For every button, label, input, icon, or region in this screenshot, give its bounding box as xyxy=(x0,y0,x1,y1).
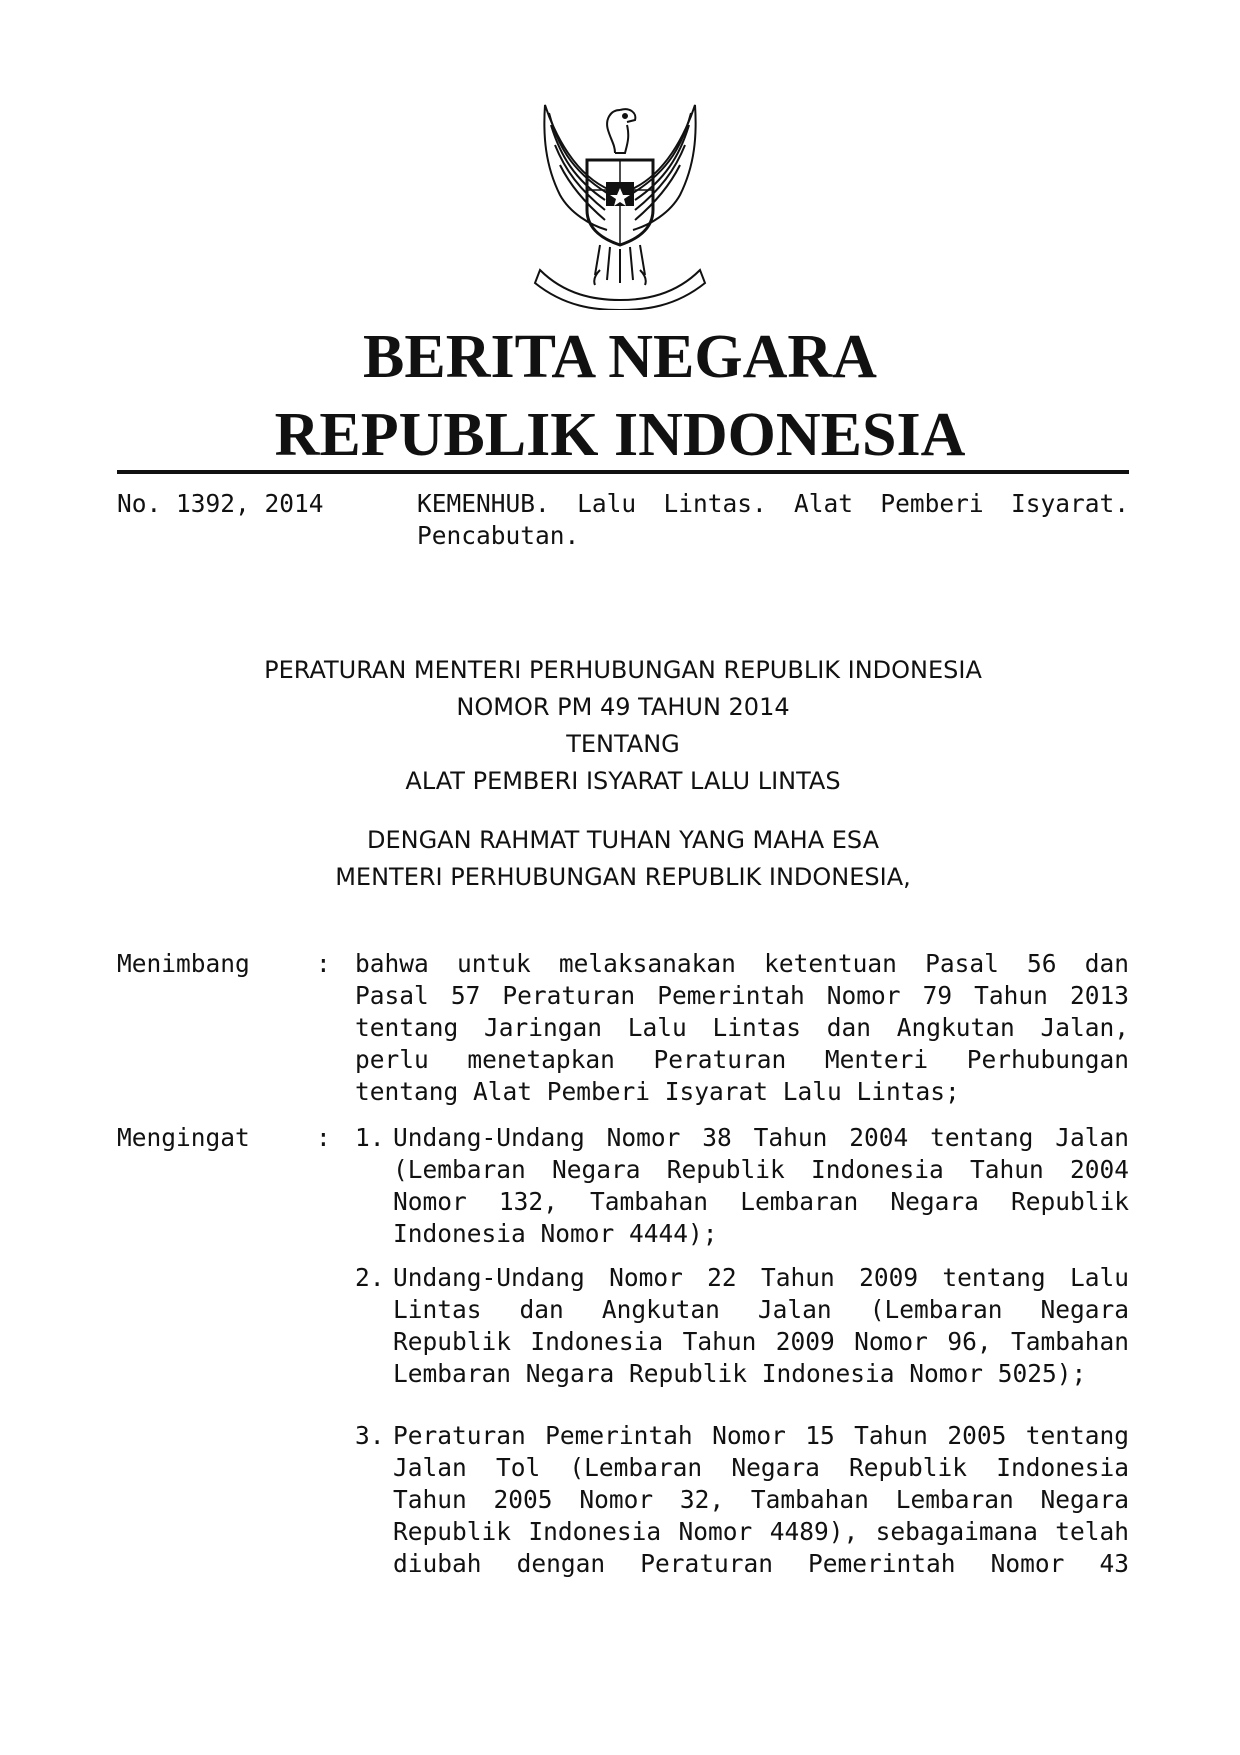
garuda-pancasila-emblem-icon xyxy=(515,95,725,310)
menimbang-paragraph: bahwa untuk melaksanakan ketentuan Pasal 56 dan Pasal 57 Peraturan Pemerintah Nomor 79 Tahun 2013 tentang Jaringan Lalu Lintas dan Angkutan Jalan, perlu menetapkan Peraturan Menteri Perhubungan tentang Alat Pemberi Isyarat Lalu Lintas; xyxy=(355,949,1129,1106)
regulation-title xyxy=(117,652,1129,800)
list-item-number: 2. xyxy=(355,1263,385,1292)
mengingat-label: Mengingat xyxy=(117,1123,250,1152)
menimbang-colon: : xyxy=(316,949,331,978)
mengingat-colon: : xyxy=(316,1123,331,1152)
list-item-text: Undang-Undang Nomor 38 Tahun 2004 tentang Jalan (Lembaran Negara Republik Indonesia Tahun 2004 Nomor 132, Tambahan Lembaran Negara Republik Indonesia Nomor 4444); xyxy=(393,1123,1129,1248)
menimbang-label: Menimbang xyxy=(117,949,250,978)
title-line: TENTANG xyxy=(566,730,680,758)
preamble-line: DENGAN RAHMAT TUHAN YANG MAHA ESA xyxy=(366,826,880,854)
list-item-number: 1. xyxy=(355,1123,385,1152)
gazette-number: No. 1392, 2014 xyxy=(117,489,324,518)
title-line: ALAT PEMBERI ISYARAT LALU LINTAS xyxy=(405,767,841,795)
list-item-number: 3. xyxy=(355,1421,385,1450)
masthead-title-line1: BERITA NEGARA xyxy=(363,323,877,391)
list-item-text: Undang-Undang Nomor 22 Tahun 2009 tentang Lalu Lintas dan Angkutan Jalan (Lembaran Negara Republik Indonesia Tahun 2009 Nomor 96, Tambahan Lembaran Negara Republik Indonesia Nomor 5025); xyxy=(393,1263,1129,1388)
masthead-title-line2: REPUBLIK INDONESIA xyxy=(274,401,966,469)
masthead-divider xyxy=(117,470,1129,474)
title-line: NOMOR PM 49 TAHUN 2014 xyxy=(456,693,790,721)
preamble xyxy=(117,822,1129,896)
gazette-subject: KEMENHUB. Lalu Lintas. Alat Pemberi Isyarat. Pencabutan. xyxy=(417,489,1129,550)
list-item-text: Peraturan Pemerintah Nomor 15 Tahun 2005 tentang Jalan Tol (Lembaran Negara Republik Indonesia Tahun 2005 Nomor 32, Tambahan Lembaran Negara Republik Indonesia Nomor 4489), sebagaimana telah diubah dengan Peraturan Pemerintah Nomor 43 xyxy=(393,1421,1129,1578)
title-line: PERATURAN MENTERI PERHUBUNGAN REPUBLIK INDONESIA xyxy=(264,656,982,684)
preamble-line: MENTERI PERHUBUNGAN REPUBLIK INDONESIA, xyxy=(335,863,911,891)
